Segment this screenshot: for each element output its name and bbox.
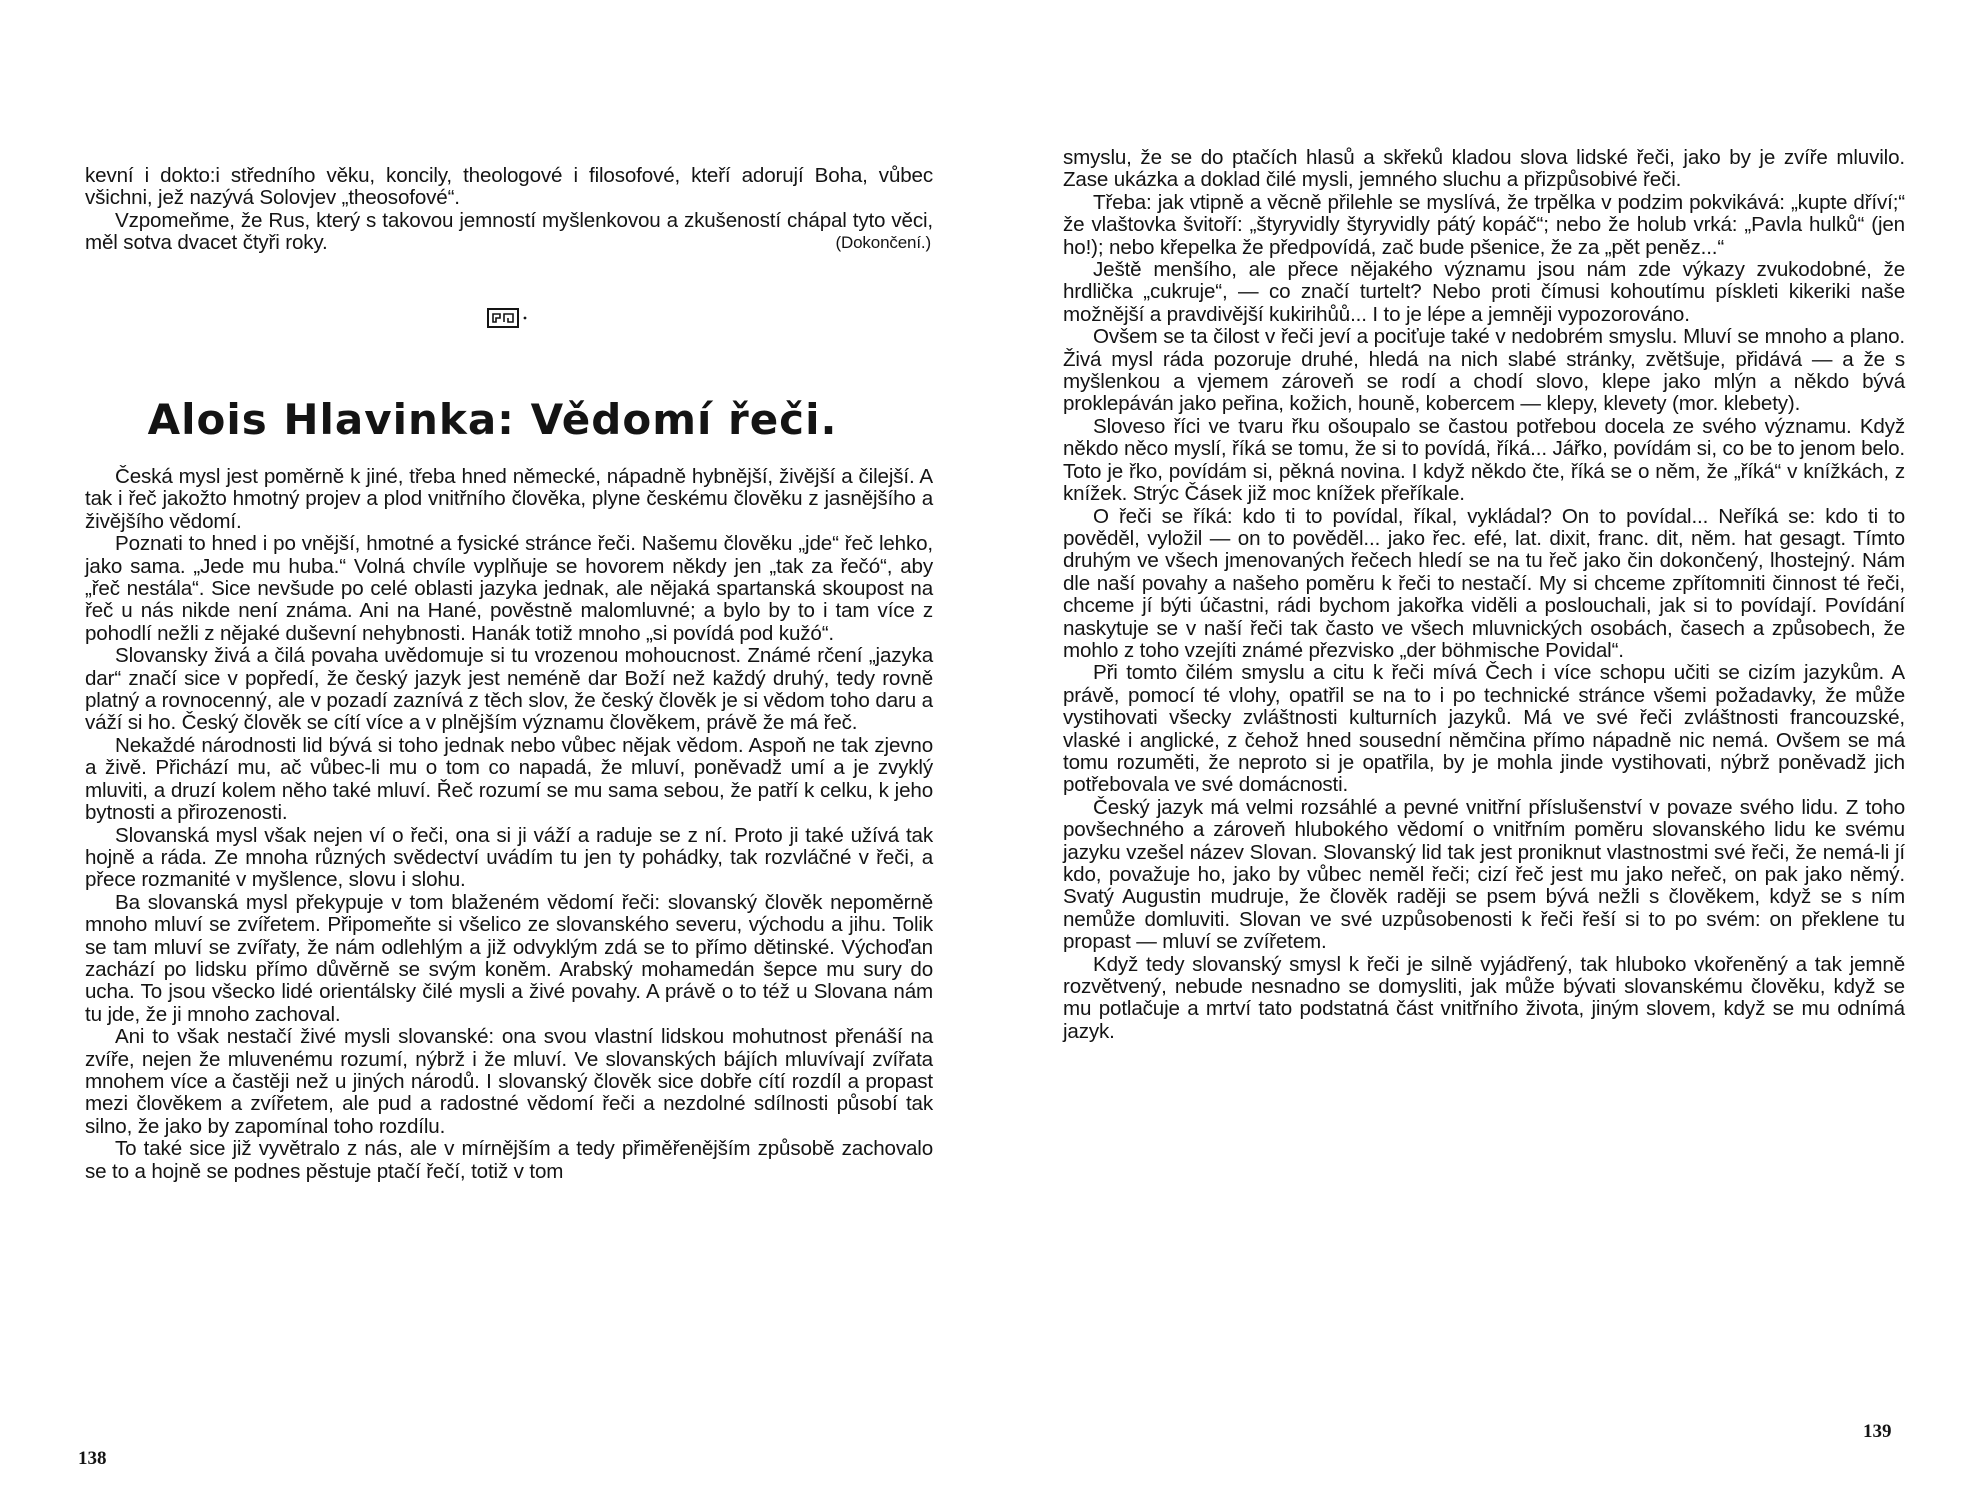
- paragraph: Slovansky živá a čilá povaha uvědomuje si tu vrozenou mohoucnost. Známé rčení „jazyka dar“ značí sice v popředí, že český jazyk jest neméně dar Boží než každý druhý, tedy rovně platný a rovnocenný, ale v pozadí zaznívá z těch slov, že český člověk je si vědom toho daru a váží si ho. Český člověk se cítí více a v plnějším významu člověkem, právě že má řeč.: [85, 644, 933, 735]
- page-number: 138: [78, 1448, 107, 1469]
- previous-article-ending: [85, 165, 933, 255]
- article-body-left: [85, 466, 933, 1183]
- paragraph: Slovanská mysl však nejen ví o řeči, ona si ji váží a raduje se z ní. Proto ji také užívá tak hojně a ráda. Ze mnoha různých svědectví uvádím tu jen ty pohádky, tak rozvláčné v řeči, a přece rozmanité v myšlence, slovu i slohu.: [85, 823, 933, 892]
- continuation-paragraph: [85, 210, 933, 255]
- paragraph: Nekaždé národnosti lid bývá si toho jednak nebo vůbec nějak vědom. Aspoň ne tak zjevno a živě. Přichází mu, ač vůbec-li mu o tom co napadá, že mluví, poněvadž umí a je zvyklý mluviti, a druzí kolem něho také mluví. Řeč rozumí se mu sama sebou, že patří k celku, k jeho bytnosti a přirozenosti.: [85, 733, 933, 825]
- paragraph: Česká mysl jest poměrně k jiné, třeba hned německé, nápadně hybnější, živější a čilejší. A tak i řeč jakožto hmotný projev a plod vnitřního člověka, plyne českému člověku z jasnějšího a živějšího vědomí.: [85, 465, 933, 533]
- article-body-right: [1063, 147, 1905, 1043]
- article-title: Alois Hlavinka: Vědomí řeči.: [147, 395, 838, 444]
- continuation-text: Vzpomeňme, že Rus, který s takovou jemností myšlenkovou a zkušeností chápal tyto věci, měl sotva dvacet čtyři roky.: [85, 208, 933, 255]
- right-page: [985, 0, 1970, 1500]
- paragraph: Při tomto čilém smyslu a citu k řeči mívá Čech i více schopu učiti se cizím jazykům. A právě, pomocí té vlohy, opatřil se na to i po technické stránce všemi požadavky, že může vystihovati všecky zvláštnosti kulturních jazyků. Má ve své řeči zvláštnosti francouzské, vlaské i anglické, z čehož hned sousední němčina přímo nápadně nic nemá. Ovšem se má tomu rozuměti, že neproto si je opatřila, by je mohla jinde vystihovati, nýbrž poněvadž jich potřebovala ve své domácnosti.: [1063, 661, 1905, 797]
- paragraph: O řeči se říká: kdo ti to povídal, říkal, vykládal? On to povídal... Neříká se: kdo ti to pověděl, vyložil — on to pověděl... jako řec. efé, lat. dixit, franc. dit, něm. hat gesagt. Tímto druhým ve všech jmenovaných řečech hledí se na tu řeč jako čin dokončený, lhostejný. Nám dle naší povahy a našeho poměru k řeči to nestačí. My si chceme zpřítomniti činnost té řeči, chceme jí býti účastni, rádi bychom jakořka viděli a poslouchali, jak si to povídají. Povídání naskytuje se v naší řeči tak často ve všech mluvnických osobách, časech a způsobech, že mohlo z toho vzejíti známé přezvisko „der böhmische Povidal“.: [1063, 504, 1905, 662]
- end-note: (Dokončení.): [835, 233, 931, 253]
- paragraph: Ještě menšího, ale přece nějakého významu jsou nám zde výkazy zvukodobné, že hrdlička „cukruje“, — co značí turtelt? Nebo proti čímusi kohoutímu pískleti kikeriki naše možnější a pravdivější kukirihůů... I to je lépe a jemněji vypozorováno.: [1063, 258, 1905, 326]
- paragraph: Český jazyk má velmi rozsáhlé a pevné vnitřní příslušenství v povaze svého lidu. Z toho povšechného a zároveň hlubokého vědomí o vnitřním poměru slovanského lidu ke svému jazyku vzešel název Slovan. Slovanský lid tak jest proniknut vlastnostmi své řeči, že nemá-li jí kdo, považuje ho, jako by vůbec neměl řeči; cizí řeč jest mu jako neřeč, on pak jako němý. Svatý Augustin mudruje, že člověk raději se psem bývá nežli s člověkem, když se s ním nemůže domluviti. Slovan ve své uzpůsobenosti k řeči řeší si to po svém: on překlene tu propast — mluví se zvířetem.: [1063, 795, 1905, 954]
- paragraph: Ba slovanská mysl překypuje v tom blaženém vědomí řeči: slovanský člověk nepoměrně mnoho mluví se zvířetem. Připomeňte si všelico ze slovanského severu, východu a jihu. Tolik se tam mluví se zvířaty, že nám odlehlým a již odvyklým zdá se to přímo dětinské. Výchoďan zachází po lidsku přímo důvěrně se svým koněm. Arabský mohamedán šepce mu sury do ucha. To jsou všecko lidé orientálsky čilé mysli a živé povahy. A právě o to též u Slovana nám tu jde, že ji mnoho zachoval.: [85, 890, 933, 1026]
- paragraph: To také sice již vyvětralo z nás, ale v mírnějším a tedy přiměřenějším způsobě zachovalo se to a hojně se podnes pěstuje ptačí řečí, totiž v tom: [85, 1137, 933, 1183]
- paragraph: Když tedy slovanský smysl k řeči je silně vyjádřený, tak hluboko vkořeněný a tak jemně rozvětvený, nebude nesnadno se domysliti, jak může bývati slovanskému člověku, když se mu potlačuje a mrtví tato podstatná část vnitřního života, jiným slovem, když se mu odnímá jazyk.: [1063, 952, 1905, 1043]
- paragraph: Poznati to hned i po vnější, hmotné a fysické stránce řeči. Našemu člověku „jde“ řeč lehko, jako sama. „Jede mu huba.“ Volná chvíle vyplňuje se hovorem někdy jen „tak za řečó“, aby „řeč nestála“. Sice nevšude po celé oblasti jazyka jednak, ale nějaká spartanská skoupost na řeč u nás nikde není známa. Ani na Hané, pověstně malomluvné; a bylo by to i tam více z pohodlí nežli z nějaké duševní nehybnosti. Hanák totiž mnoho „si povídá pod kužó“.: [85, 532, 933, 645]
- paragraph: smyslu, že se do ptačích hlasů a skřeků kladou slova lidské řeči, jako by je zvíře mluvilo. Zase ukázka a doklad čilé mysli, jemného sluchu a přizpůsobivé řeči.: [1063, 146, 1905, 192]
- page-number: 139: [1863, 1421, 1892, 1442]
- paragraph: Třeba: jak vtipně a věcně přilehle se myslívá, že trpělka v podzim pokvikává: „kupte dříví;“ že vlaštovka švitoří: „štyryvidly štyryvidly pátý kopáč“; nebo že holub vrká: „Pavla hulků“ (jen ho!); nebo křepelka že předpovídá, zač bude pšenice, že za „pět peněz...“: [1063, 190, 1905, 259]
- continuation-paragraph: kevní i dokto:i středního věku, koncily, theologové i filosofové, kteří adorují Boha, vůbec všichni, jež nazývá Solovjev „theosofové“.: [85, 164, 933, 210]
- paragraph: Sloveso říci ve tvaru řku ošoupalo se častou potřebou docela ze svého významu. Když někdo něco myslí, říká se tomu, že si to povídá, říká... Jářko, povídám si, co be to jenom belo. Toto je řko, povídám si, pěkná novina. I když někdo čte, říká se o něm, že „říká“ v knížkách, z knížek. Strýc Čásek již moc knížek přeříkale.: [1063, 414, 1905, 506]
- paragraph: Ovšem se ta čilost v řeči jeví a pociťuje také v nedobrém smyslu. Mluví se mnoho a plano. Živá mysl ráda pozoruje druhé, hledá na nich slabé stránky, zvětšuje, přidává — a že s myšlenkou a vjemem zároveň se rodí a chodí slovo, klepe jako mlýn a někdo bývá proklepáván jako peřina, kožich, houně, kobercem — klepy, klevety (mor. klebety).: [1063, 325, 1905, 416]
- section-ornament-icon: [487, 306, 527, 330]
- paragraph: Ani to však nestačí živé mysli slovanské: ona svou vlastní lidskou mohutnost přenáší na zvíře, nejen že mluvenému rozumí, nýbrž i že mluví. Ve slovanských bájích mluvívají zvířata mnohem více a častěji než u jiných národů. I slovanský člověk sice dobře cítí rozdíl a propast mezi člověkem a zvířetem, ale pud a radostné vědomí řeči a nezdolné sdílnosti působí tak silno, že jako by zapomínal toho rozdílu.: [85, 1025, 933, 1138]
